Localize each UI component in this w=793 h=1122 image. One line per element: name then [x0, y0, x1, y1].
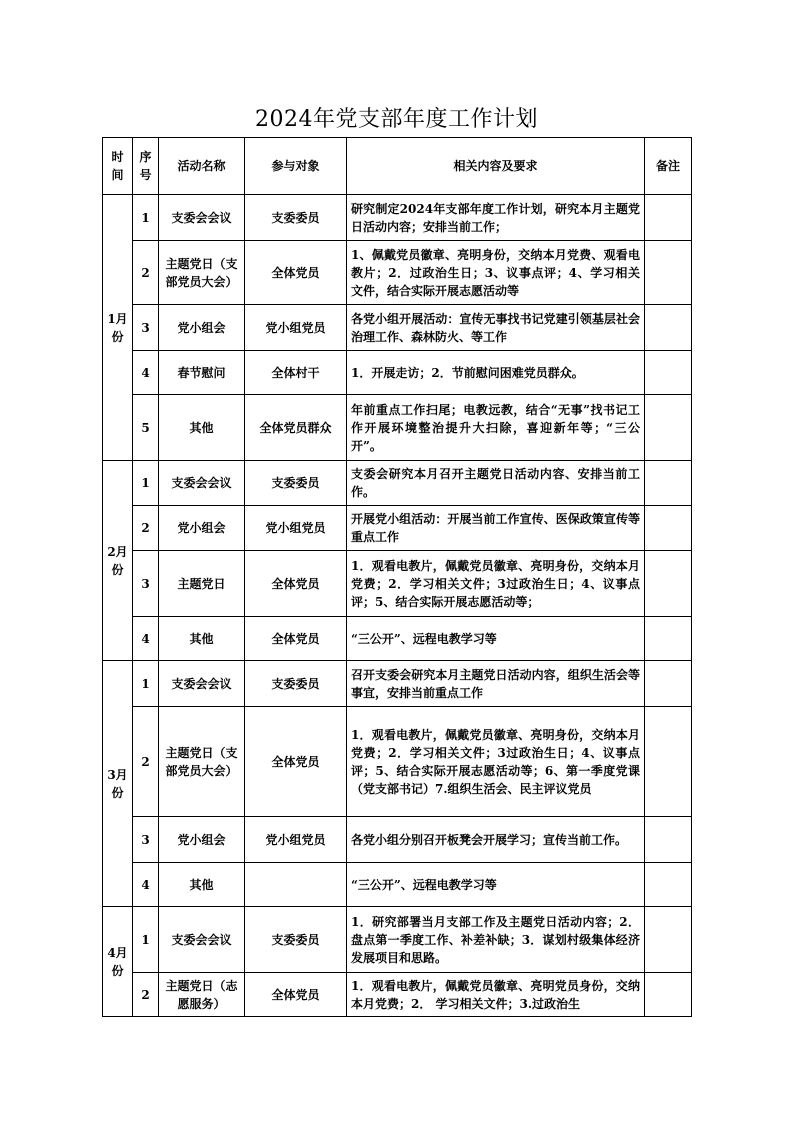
notes-cell [645, 973, 692, 1017]
activity-cell: 主题党日（志愿服务） [159, 973, 245, 1017]
table-row [103, 351, 692, 395]
seq-cell: 3 [133, 817, 159, 863]
header-row [103, 138, 692, 195]
participants-cell: 党小组党员 [245, 506, 347, 551]
notes-cell [645, 461, 692, 506]
content-cell: 1．观看电教片，佩戴党员徽章、亮明身份，交纳本月党费；2．学习相关文件；3过政治生日；4、议事点评；5、结合实际开展志愿活动等；6、第一季度党课（党支部书记）7.组织生活会、民主评议党员 [347, 707, 645, 817]
notes-cell [645, 351, 692, 395]
notes-cell [645, 907, 692, 973]
seq-cell: 2 [133, 707, 159, 817]
notes-cell [645, 661, 692, 707]
table-row [103, 707, 692, 817]
activity-cell: 主题党日（支部党员大会） [159, 707, 245, 817]
content-cell: 研究制定2024年支部年度工作计划，研究本月主题党日活动内容；安排当前工作； [347, 195, 645, 241]
notes-cell [645, 506, 692, 551]
participants-cell: 全体党员群众 [245, 395, 347, 461]
table-row [103, 617, 692, 661]
activity-cell: 主题党日（支部党员大会） [159, 241, 245, 305]
activity-cell: 其他 [159, 863, 245, 907]
table-row [103, 395, 692, 461]
participants-cell: 全体党员 [245, 241, 347, 305]
participants-cell: 支委委员 [245, 661, 347, 707]
table-row [103, 551, 692, 617]
seq-cell: 1 [133, 195, 159, 241]
activity-cell: 其他 [159, 617, 245, 661]
content-cell: “三公开”、远程电教学习等 [347, 863, 645, 907]
header-notes: 备注 [645, 138, 692, 195]
participants-cell: 全体党员 [245, 617, 347, 661]
participants-cell: 支委委员 [245, 195, 347, 241]
table-row [103, 863, 692, 907]
header-content: 相关内容及要求 [347, 138, 645, 195]
participants-cell: 全体党员 [245, 973, 347, 1017]
activity-cell: 党小组会 [159, 817, 245, 863]
seq-cell: 1 [133, 907, 159, 973]
participants-cell: 支委委员 [245, 461, 347, 506]
seq-cell: 3 [133, 551, 159, 617]
seq-cell: 1 [133, 461, 159, 506]
header-participants: 参与对象 [245, 138, 347, 195]
seq-cell: 5 [133, 395, 159, 461]
content-cell: 开展党小组活动：开展当前工作宣传、医保政策宣传等重点工作 [347, 506, 645, 551]
notes-cell [645, 863, 692, 907]
activity-cell: 支委会会议 [159, 461, 245, 506]
month-cell: 2月份 [103, 461, 133, 661]
notes-cell [645, 305, 692, 351]
content-cell: 召开支委会研究本月主题党日活动内容，组织生活会等事宜，安排当前重点工作 [347, 661, 645, 707]
table-row [103, 305, 692, 351]
month-cell: 3月份 [103, 661, 133, 907]
notes-cell [645, 195, 692, 241]
content-cell: 年前重点工作扫尾；电教远教，结合“无事”找书记工作开展环境整治提升大扫除，喜迎新年等；“三公开”。 [347, 395, 645, 461]
notes-cell [645, 551, 692, 617]
content-cell: 1．开展走访；2．节前慰问困难党员群众。 [347, 351, 645, 395]
seq-cell: 4 [133, 617, 159, 661]
table-row [103, 907, 692, 973]
activity-cell: 春节慰问 [159, 351, 245, 395]
table-row [103, 195, 692, 241]
header-seq: 序号 [133, 138, 159, 195]
table-row [103, 506, 692, 551]
month-cell: 4月份 [103, 907, 133, 1017]
month-cell: 1月份 [103, 195, 133, 461]
seq-cell: 1 [133, 661, 159, 707]
participants-cell: 支委委员 [245, 907, 347, 973]
participants-cell: 全体村干 [245, 351, 347, 395]
participants-cell: 全体党员 [245, 551, 347, 617]
table-row [103, 241, 692, 305]
header-time: 时间 [103, 138, 133, 195]
seq-cell: 4 [133, 351, 159, 395]
activity-cell: 支委会会议 [159, 907, 245, 973]
table-row [103, 973, 692, 1017]
content-cell: 1．研究部署当月支部工作及主题党日活动内容；2．盘点第一季度工作、补差补缺；3．谋划村级集体经济发展项目和思路。 [347, 907, 645, 973]
notes-cell [645, 817, 692, 863]
content-cell: 支委会研究本月召开主题党日活动内容、安排当前工作。 [347, 461, 645, 506]
participants-cell: 全体党员 [245, 707, 347, 817]
notes-cell [645, 241, 692, 305]
notes-cell [645, 707, 692, 817]
notes-cell [645, 395, 692, 461]
work-plan-table [102, 137, 692, 1017]
header-activity: 活动名称 [159, 138, 245, 195]
content-cell: 各党小组分别召开板凳会开展学习；宣传当前工作。 [347, 817, 645, 863]
content-cell: 1、佩戴党员徽章、亮明身份，交纳本月党费、观看电教片；2．过政治生日；3、议事点评；4、学习相关文件，结合实际开展志愿活动等 [347, 241, 645, 305]
activity-cell: 支委会会议 [159, 661, 245, 707]
document-title: 2024年党支部年度工作计划 [255, 107, 538, 132]
activity-cell: 其他 [159, 395, 245, 461]
participants-cell: 党小组党员 [245, 305, 347, 351]
seq-cell: 2 [133, 241, 159, 305]
content-cell: “三公开”、远程电教学习等 [347, 617, 645, 661]
activity-cell: 党小组会 [159, 305, 245, 351]
seq-cell: 3 [133, 305, 159, 351]
content-cell: 1．观看电教片，佩戴党员徽章、亮明党员身份，交纳本月党费；2． 学习相关文件；3.过政治生 [347, 973, 645, 1017]
seq-cell: 2 [133, 973, 159, 1017]
seq-cell: 4 [133, 863, 159, 907]
content-cell: 1．观看电教片，佩戴党员徽章、亮明身份，交纳本月党费；2．学习相关文件；3过政治生日；4、议事点评；5、结合实际开展志愿活动等； [347, 551, 645, 617]
participants-cell: 党小组党员 [245, 817, 347, 863]
activity-cell: 党小组会 [159, 506, 245, 551]
table-row [103, 817, 692, 863]
participants-cell [245, 863, 347, 907]
content-cell: 各党小组开展活动：宣传无事找书记党建引领基层社会治理工作、森林防火、等工作 [347, 305, 645, 351]
activity-cell: 主题党日 [159, 551, 245, 617]
table-row [103, 661, 692, 707]
notes-cell [645, 617, 692, 661]
activity-cell: 支委会会议 [159, 195, 245, 241]
table-row [103, 461, 692, 506]
seq-cell: 2 [133, 506, 159, 551]
